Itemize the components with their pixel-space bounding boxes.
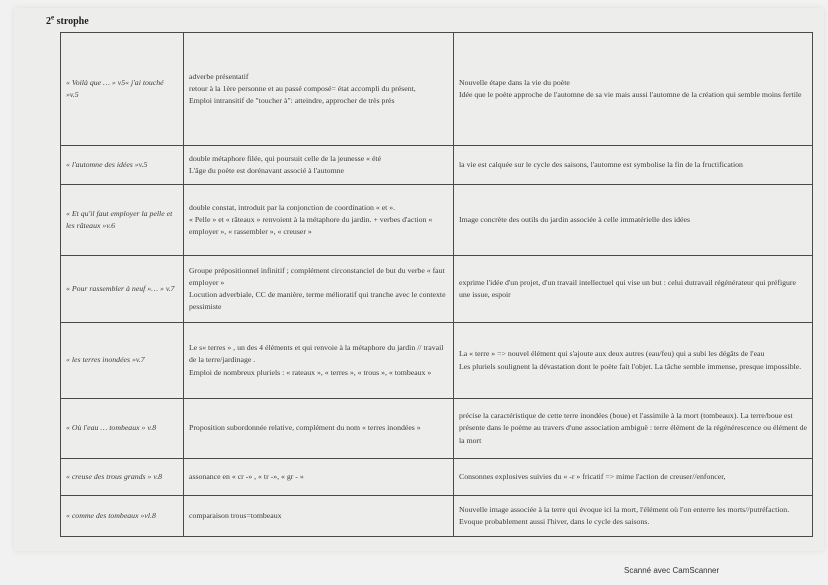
analysis-cell — [184, 256, 454, 323]
table-row — [61, 459, 813, 496]
analysis-cell — [184, 399, 454, 459]
quote-cell: « Pour rassembler à neuf »… » v.7 — [61, 256, 184, 323]
analysis-cell — [184, 146, 454, 185]
heading-superscript: e — [51, 13, 55, 22]
analysis-line: Groupe prépositionnel infinitif ; complément circonstanciel de but du verbe « faut employer » — [189, 265, 445, 287]
table-row — [61, 323, 813, 399]
analysis-line: Emploi intransitif de "toucher à": atteindre, approcher de très près — [189, 96, 395, 106]
table-row — [61, 256, 813, 323]
analysis-line: adverbe présentatif — [189, 71, 249, 81]
analysis-table — [60, 32, 813, 537]
table-row — [61, 496, 813, 537]
quote-cell: « les terres inondées »v.7 — [61, 323, 184, 399]
analysis-line: Locution adverbiale, CC de manière, terme mélioratif qui tranche avec le contexte pessimiste — [189, 290, 446, 312]
quote-cell: « comme des tombeaux »vl.8 — [61, 496, 184, 537]
analysis-cell — [184, 185, 454, 256]
quote-cell: « Et qu'il faut employer la pelle et les râteaux »v.6 — [61, 185, 184, 256]
interpretation-line: La « terre » => nouvel élément qui s'ajoute aux deux autres (eau/feu) qui a subi les dégâts de l'eau — [459, 349, 765, 359]
analysis-line: assonance en « cr -» , « tr -», « gr - » — [189, 471, 304, 481]
quote-cell: « creuse des trous grands » v.8 — [61, 459, 184, 496]
analysis-cell — [184, 33, 454, 146]
table-row — [61, 185, 813, 256]
interpretation-cell — [454, 323, 813, 399]
quote-cell: « l'automne des idées »v.5 — [61, 146, 184, 185]
analysis-line: Emploi de nombreux pluriels : « rateaux », « terres », « trous », « tombeaux » — [189, 367, 432, 377]
interpretation-line: Idée que le poète approche de l'automne de sa vie mais aussi l'automne de la création qui semble moins fertile — [459, 90, 802, 99]
interpretation-line: précise la caractéristique de cette terre inondées (boue) et l'assimile à la mort (tombeaux). La terre/boue est présente dans le poème au travers d'une association ambiguë : terre élément de la régénérescence ou élément de la mort — [459, 411, 807, 445]
quote-cell: « Où l'eau … tombeaux » v.8 — [61, 399, 184, 459]
interpretation-cell — [454, 496, 813, 537]
heading-number: 2 — [46, 16, 51, 27]
analysis-line: L'âge du poète est dorénavant associé à l'automne — [189, 166, 345, 175]
interpretation-line: Les pluriels soulignent la dévastation dont le poète fait l'objet. La tâche semble immense, presque impossible. — [459, 361, 802, 371]
analysis-line: comparaison trous=tombeaux — [189, 510, 282, 520]
interpretation-line: exprime l'idée d'un projet, d'un travail intellectuel qui vise un but : celui dutravail régénérateur qui préfigure une issue, espoir — [459, 277, 796, 299]
analysis-line: double constat, introduit par la conjonction de coordination « et ». — [189, 202, 396, 212]
interpretation-cell — [454, 256, 813, 323]
table-row — [61, 146, 813, 185]
interpretation-line: Image concrète des outils du jardin associée à celle immatérielle des idées — [459, 214, 690, 224]
analysis-cell — [184, 459, 454, 496]
interpretation-line: Nouvelle image associée à la terre qui évoque ici la mort, l'élément où l'on enterre les morts//putréfaction. Evoque probablement aussi l'hiver, dans le cycle des saisons. — [459, 504, 790, 526]
analysis-line: « Pelle » et « râteaux » renvoient à la métaphore du jardin. + verbes d'action « employer », « rassembler », « creuser » — [189, 214, 433, 237]
analysis-cell — [184, 323, 454, 399]
interpretation-cell — [454, 185, 813, 256]
interpretation-cell — [454, 146, 813, 185]
interpretation-line: Consonnes explosives suivies du « -r » fricatif => mime l'action de creuser//enfoncer, — [459, 471, 726, 481]
analysis-line: Proposition subordonnée relative, complément du nom « terres inondées » — [189, 423, 421, 433]
scanner-watermark: Scanné avec CamScanner — [624, 566, 720, 575]
table-row — [61, 33, 813, 146]
analysis-cell — [184, 496, 454, 537]
heading-word: strophe — [56, 16, 89, 27]
analysis-line: double métaphore filée, qui poursuit celle de la jeunesse « été — [189, 153, 382, 163]
interpretation-cell — [454, 33, 813, 146]
analysis-line: Le s« terres » , un des 4 éléments et qui renvoie à la métaphore du jardin // travail de la terre/jardinage . — [189, 343, 444, 365]
section-heading — [46, 13, 89, 27]
interpretation-cell — [454, 399, 813, 459]
analysis-line: retour à la 1ère personne et au passé composé= état accompli du présent, — [189, 83, 416, 93]
interpretation-line: Nouvelle étape dans la vie du poète — [459, 77, 570, 87]
interpretation-line: la vie est calquée sur le cycle des saisons, l'automne est symbolise la fin de la fructification — [459, 159, 743, 169]
table-row — [61, 399, 813, 459]
interpretation-cell — [454, 459, 813, 496]
quote-cell: « Voilà que … » v5« j'ai touché »v.5 — [61, 33, 184, 146]
